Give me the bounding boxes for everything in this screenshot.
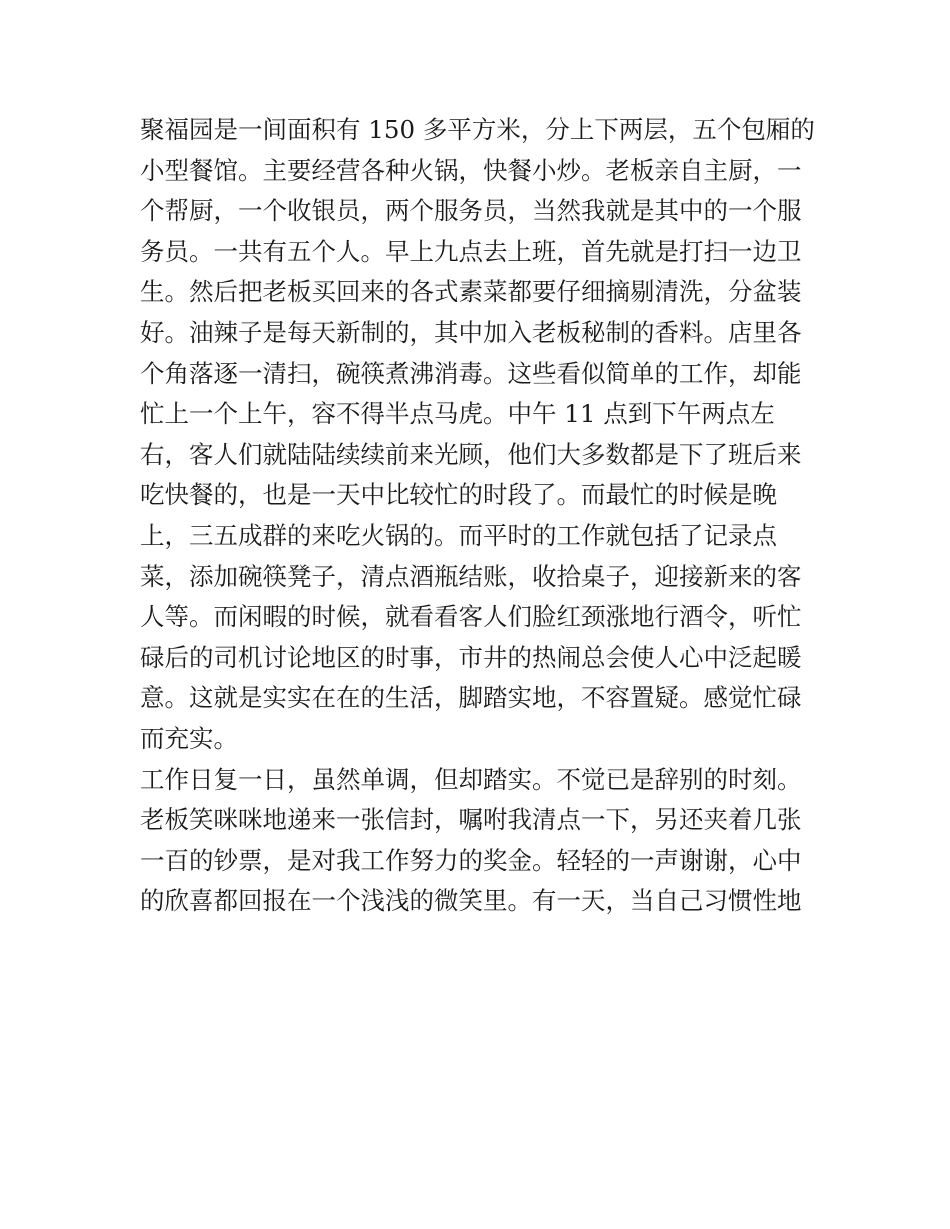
text-line: 忙上一个上午，容不得半点马虎。中午 11 点到下午两点左 [140,399,775,429]
text-line: 好。油辣子是每天新制的，其中加入老板秘制的香料。店里各 [140,317,802,347]
text-line: 人等。而闲暇的时候，就看看客人们脸红颈涨地行酒令，听忙 [140,602,802,632]
text-line: 务员。一共有五个人。早上九点去上班，首先就是打扫一边卫 [140,236,802,266]
text-line: 一百的钞票，是对我工作努力的奖金。轻轻的一声谢谢，心中 [140,845,802,875]
text-line: 上，三五成群的来吃火锅的。而平时的工作就包括了记录点 [140,520,777,550]
text-line: 生。然后把老板买回来的各式素菜都要仔细摘剔清洗，分盆装 [140,277,802,307]
text-line: 个帮厨，一个收银员，两个服务员，当然我就是其中的一个服 [140,196,802,226]
text-line: 个角落逐一清扫，碗筷煮沸消毒。这些看似简单的工作，却能 [140,358,802,388]
text-line: 的欣喜都回报在一个浅浅的微笑里。有一天，当自己习惯性地 [140,886,802,916]
text-line: 而充实。 [140,723,238,753]
text-line: 意。这就是实实在在的生活，脚踏实地，不容置疑。感觉忙碌 [140,683,802,713]
body-text [140,110,820,922]
text-line: 聚福园是一间面积有 150 多平方米，分上下两层，五个包厢的 [140,115,815,144]
text-line: 碌后的司机讨论地区的时事，市井的热闹总会使人心中泛起暖 [140,642,802,672]
text-line: 老板笑咪咪地递来一张信封，嘱咐我清点一下，另还夹着几张 [140,805,802,835]
text-line: 小型餐馆。主要经营各种火锅，快餐小炒。老板亲自主厨，一 [140,155,802,185]
text-line: 工作日复一日，虽然单调，但却踏实。不觉已是辞别的时刻。 [140,764,802,794]
text-line: 菜，添加碗筷凳子，清点酒瓶结账，收拾桌子，迎接新来的客 [140,561,802,591]
text-line: 吃快餐的，也是一天中比较忙的时段了。而最忙的时候是晚 [140,480,777,510]
text-line: 右，客人们就陆陆续续前来光顾，他们大多数都是下了班后来 [140,439,802,469]
